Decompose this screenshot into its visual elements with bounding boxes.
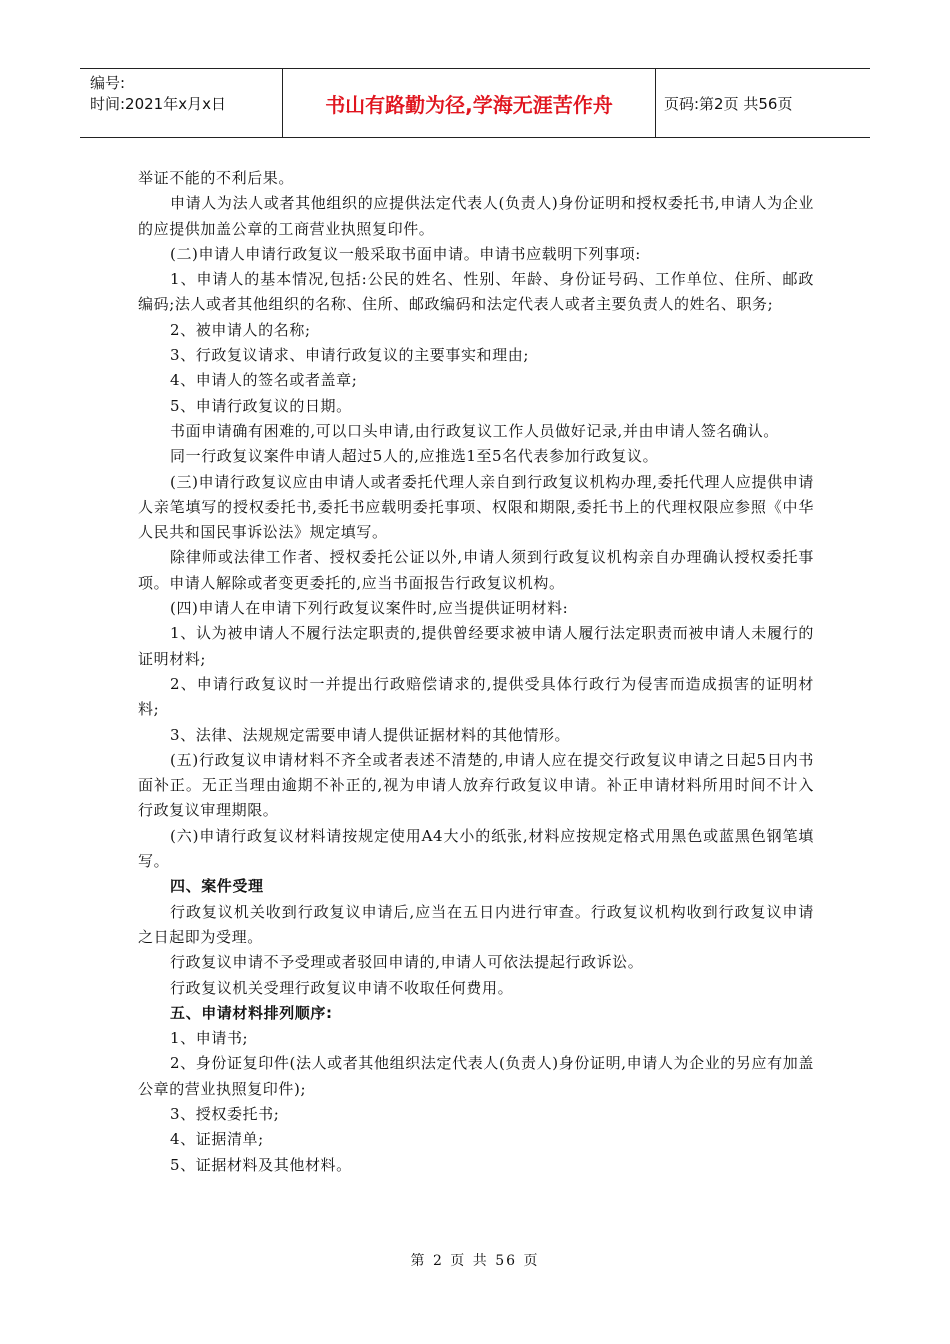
body-paragraph: 1、认为被申请人不履行法定职责的,提供曾经要求被申请人履行法定职责而被申请人未履行的证明材料; [138,624,814,668]
body-paragraph: 3、授权委托书; [170,1104,280,1123]
body-paragraph: 行政复议机关受理行政复议申请不收取任何费用。 [170,978,514,997]
body-paragraph: 4、申请人的签名或者盖章; [170,371,358,390]
section-heading: 四、案件受理 [170,877,264,896]
body-paragraph: 1、申请人的基本情况,包括:公民的姓名、性别、年龄、身份证号码、工作单位、住所、邮政编码;法人或者其他组织的名称、住所、邮政编码和法定代表人或者主要负责人的姓名、职务; [138,270,814,314]
header-meta [80,69,283,137]
document-time-label: 时间:2021年x月x日 [90,95,226,113]
page-header [80,68,870,138]
body-paragraph: 4、证据清单; [170,1130,264,1149]
section-heading: 五、申请材料排列顺序: [170,1003,333,1022]
body-paragraph: 2、身份证复印件(法人或者其他组织法定代表人(负责人)身份证明,申请人为企业的另应有加盖公章的营业执照复印件); [138,1054,814,1098]
body-paragraph: 2、申请行政复议时一并提出行政赔偿请求的,提供受具体行政行为侵害而造成损害的证明材料; [138,674,814,719]
body-paragraph: 举证不能的不利后果。 [138,169,295,187]
body-paragraph: 5、申请行政复议的日期。 [170,396,352,415]
body-paragraph: (三)申请行政复议应由申请人或者委托代理人亲自到行政复议机构办理,委托代理人应提供申请人亲笔填写的授权委托书,委托书应载明委托事项、权限和期限,委托书上的代理权限应参照《中华人民共和国民事诉讼法》规定填写。 [138,472,814,542]
body-paragraph: 书面申请确有困难的,可以口头申请,由行政复议工作人员做好记录,并由申请人签名确认。 [170,421,779,440]
body-paragraph: 2、被申请人的名称; [170,320,311,339]
body-paragraph: 3、行政复议请求、申请行政复议的主要事实和理由; [170,346,529,365]
body-paragraph: 行政复议机关收到行政复议申请后,应当在五日内进行审查。行政复议机构收到行政复议申请之日起即为受理。 [138,902,814,946]
body-paragraph: 3、法律、法规规定需要申请人提供证据材料的其他情形。 [170,725,571,744]
body-paragraph: 行政复议申请不予受理或者驳回申请的,申请人可依法提起行政诉讼。 [170,953,644,972]
body-paragraph: 申请人为法人或者其他组织的应提供法定代表人(负责人)身份证明和授权委托书,申请人为企业的应提供加盖公章的工商营业执照复印件。 [138,194,814,238]
body-paragraph: 1、申请书; [170,1029,249,1048]
page-footer: 第 2 页 共 56 页 [410,1253,540,1269]
document-number-label: 编号: [90,74,126,92]
body-paragraph: 同一行政复议案件申请人超过5人的,应推选1至5名代表参加行政复议。 [170,447,659,466]
body-paragraph: (四)申请人在申请下列行政复议案件时,应当提供证明材料: [170,599,569,618]
body-paragraph: 5、证据材料及其他材料。 [170,1155,352,1174]
document-body [138,166,814,1178]
body-paragraph: (二)申请人申请行政复议一般采取书面申请。申请书应载明下列事项: [170,244,641,263]
body-paragraph: 除律师或法律工作者、授权委托公证以外,申请人须到行政复议机构亲自办理确认授权委托事项。申请人解除或者变更委托的,应当书面报告行政复议机构。 [138,548,814,592]
body-paragraph: (五)行政复议申请材料不齐全或者表述不清楚的,申请人应在提交行政复议申请之日起5日内书面补正。无正当理由逾期不补正的,视为申请人放弃行政复议申请。补正申请材料所用时间不计入行政复议审理期限。 [138,750,814,820]
header-page-info: 页码:第2页 共56页 [664,94,793,113]
header-motto: 书山有路勤为径,学海无涯苦作舟 [283,69,656,137]
body-paragraph: (六)申请行政复议材料请按规定使用A4大小的纸张,材料应按规定格式用黑色或蓝黑色钢笔填写。 [138,826,814,871]
